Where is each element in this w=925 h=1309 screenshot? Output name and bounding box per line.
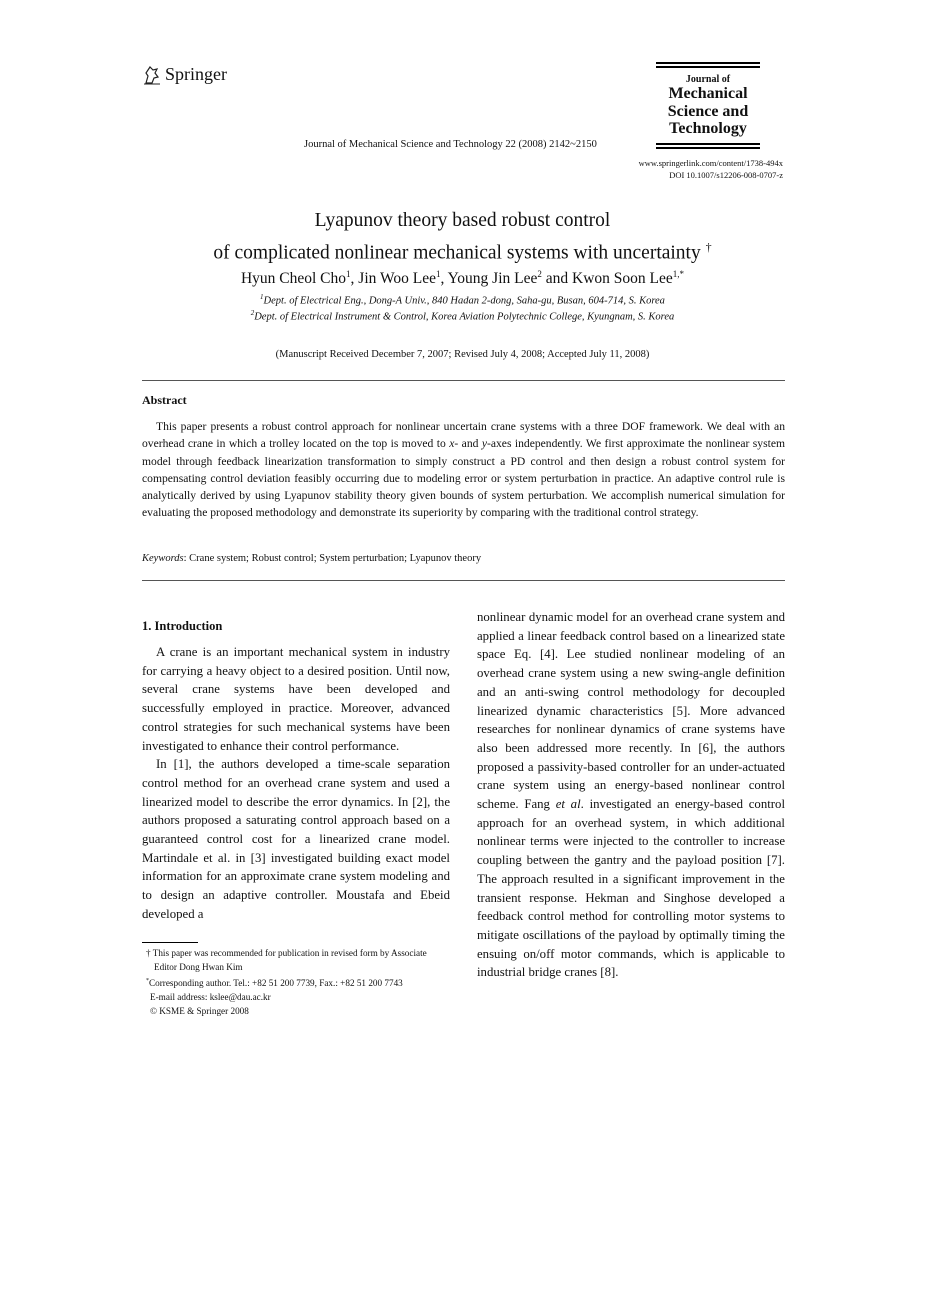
- abstract-heading: Abstract: [142, 393, 187, 407]
- footnote-sup: *: [146, 978, 149, 984]
- author-separator: ,: [350, 270, 359, 288]
- divider: [142, 380, 785, 381]
- footnote: † This paper was recommended for publication in revised form by Associate: [146, 948, 427, 958]
- journal-box-rule: [656, 62, 760, 64]
- journal-box-name-line: Mechanical: [668, 85, 748, 102]
- footnote: [146, 974, 456, 990]
- author-affil-sup: 1: [435, 269, 441, 279]
- author-affil-sup: 2: [537, 269, 542, 279]
- journal-box-name-line: Technology: [669, 120, 747, 137]
- footnote: E-mail address: kslee@dau.ac.kr: [150, 992, 271, 1003]
- footnote-rule: [142, 942, 198, 943]
- keywords-label: Keywords: [142, 553, 184, 564]
- journal-box-rule: [656, 143, 760, 145]
- journal-box-name-line: Science and: [667, 102, 749, 120]
- author-name: Hyun Cheol Cho: [240, 270, 347, 288]
- footnotes: [146, 946, 456, 1018]
- paper-title: [0, 208, 925, 267]
- affiliation: [0, 309, 925, 323]
- footnote-text: Corresponding author. Tel.: +82 51 200 7739, Fax.: +82 51 200 7743: [149, 978, 403, 989]
- author-affil-sup: 1,*: [672, 269, 685, 279]
- left-column: [142, 643, 450, 924]
- publisher-name: Springer: [165, 64, 227, 84]
- author-name: Jin Woo Lee: [358, 270, 436, 288]
- paragraph: A crane is an important mechanical system in industry for carrying a heavy object to a desired position. Until now, several crane systems have been developed and successfully employed in practice. Moreover, advanced control strategies for such mechanical systems have been investigated to enhance their control performance.: [142, 645, 450, 753]
- journal-citation: Journal of Mechanical Science and Technology 22 (2008) 2142~2150: [304, 139, 597, 150]
- title-line-1: Lyapunov theory based robust control: [314, 210, 611, 231]
- manuscript-dates: (Manuscript Received December 7, 2007; Revised July 4, 2008; Accepted July 11, 2008): [275, 349, 650, 360]
- affiliation-sup: 2: [250, 309, 255, 317]
- journal-url-block: [639, 157, 783, 181]
- author-separator: ,: [440, 270, 448, 288]
- paragraph-part: nonlinear dynamic model for an overhead crane system and applied a linear feedback control based on a linearized state space Eq. [4]. Lee studied nonlinear modeling of an overhead crane system using a new swing-angle definition and an anti-swing control methodology for decoupled linearized dynamic characteristics [5]. More advanced researches for nonlinear dynamics of crane systems have also been addressed more recently. In [6], the authors proposed a passivity-based controller for an under-actuated crane system using an energy-based nonlinear control scheme. Fang: [477, 610, 785, 812]
- journal-box-rule: [656, 66, 760, 68]
- affiliation-text: Dept. of Electrical Instrument & Control, Korea Aviation Polytechnic College, Kyungnam, S. Korea: [254, 311, 675, 323]
- footnote: © KSME & Springer 2008: [150, 1006, 249, 1017]
- springer-horse-icon: [143, 65, 161, 85]
- affiliation: [0, 293, 925, 307]
- author-separator: and: [541, 270, 573, 288]
- paragraph: In [1], the authors developed a time-scale separation control method for an overhead crane system and used a linearized model to describe the error dynamics. In [2], the authors proposed a saturating control approach based on a guaranteed control cost for a linearized crane model. Martindale et al. in [3] investigated building exact model information for an approximate crane system modeling and to design an adaptive controller. Moustafa and Ebeid developed a: [142, 757, 450, 921]
- publisher-logo: [143, 64, 227, 85]
- divider: [142, 580, 785, 581]
- section-heading: 1. Introduction: [142, 619, 223, 633]
- author-name: Kwon Soon Lee: [572, 270, 673, 288]
- journal-box-of: Journal of: [685, 74, 731, 85]
- abstract-text-part: - and: [454, 437, 482, 451]
- abstract-var-x: x: [449, 437, 455, 451]
- right-column: [477, 608, 785, 982]
- paragraph-part: . investigated an energy-based control approach for an overhead system, in which additional nonlinear terms were injected to the controller to increase coupling between the gantry and the payload position [7]. The approach resulted in a significant improvement in the transient response. Hekman and Singhose developed a feedback control method for controlling motor systems to mitigate oscillations of the payload by optimally timing the ensuing on/off motor commands, which is applicable to industrial bridge cranes [8].: [477, 797, 786, 980]
- et-al: et al: [555, 797, 581, 812]
- affiliation-text: Dept. of Electrical Eng., Dong-A Univ., 840 Hadan 2-dong, Saha-gu, Busan, 604-714, S. Korea: [263, 295, 665, 307]
- abstract-text-part: This paper presents a robust control approach for nonlinear uncertain crane systems with a three DOF framework. We deal with an overhead crane in which a trolley located on the top is moved to: [142, 420, 785, 451]
- journal-box: [656, 62, 760, 151]
- keywords-text: : Crane system; Robust control; System perturbation; Lyapunov theory: [183, 553, 482, 564]
- journal-url[interactable]: www.springerlink.com/content/1738-494x: [638, 158, 783, 168]
- keywords: [142, 553, 481, 564]
- author-name: Young Jin Lee: [447, 270, 538, 288]
- title-line-2: of complicated nonlinear mechanical systems with uncertainty: [213, 242, 701, 264]
- abstract-text-part: -axes independently. We first approximate the nonlinear system model through feedback linearization transformation to simply construct a PD control and then design a robust control system for compensating control deviation feasibly occurring due to modeling error or system perturbation in practice. An adaptive control rule is analytically derived by using Lyapunov stability theory given bounds of system perturbation. We accomplish numerical simulation for evaluating the proposed methodology and demonstrate its superiority by comparing with the traditional control strategy.: [142, 437, 785, 520]
- title-dagger: †: [705, 240, 712, 254]
- author-list: [0, 269, 925, 288]
- abstract-var-y: y: [481, 437, 487, 451]
- footnote: Editor Dong Hwan Kim: [154, 962, 243, 972]
- abstract-text: [142, 418, 785, 522]
- doi: DOI 10.1007/s12206-008-0707-z: [669, 170, 783, 180]
- paragraph: [477, 608, 785, 982]
- affiliation-sup: 1: [260, 293, 264, 301]
- journal-box-rule: [656, 147, 760, 149]
- author-affil-sup: 1: [346, 269, 351, 279]
